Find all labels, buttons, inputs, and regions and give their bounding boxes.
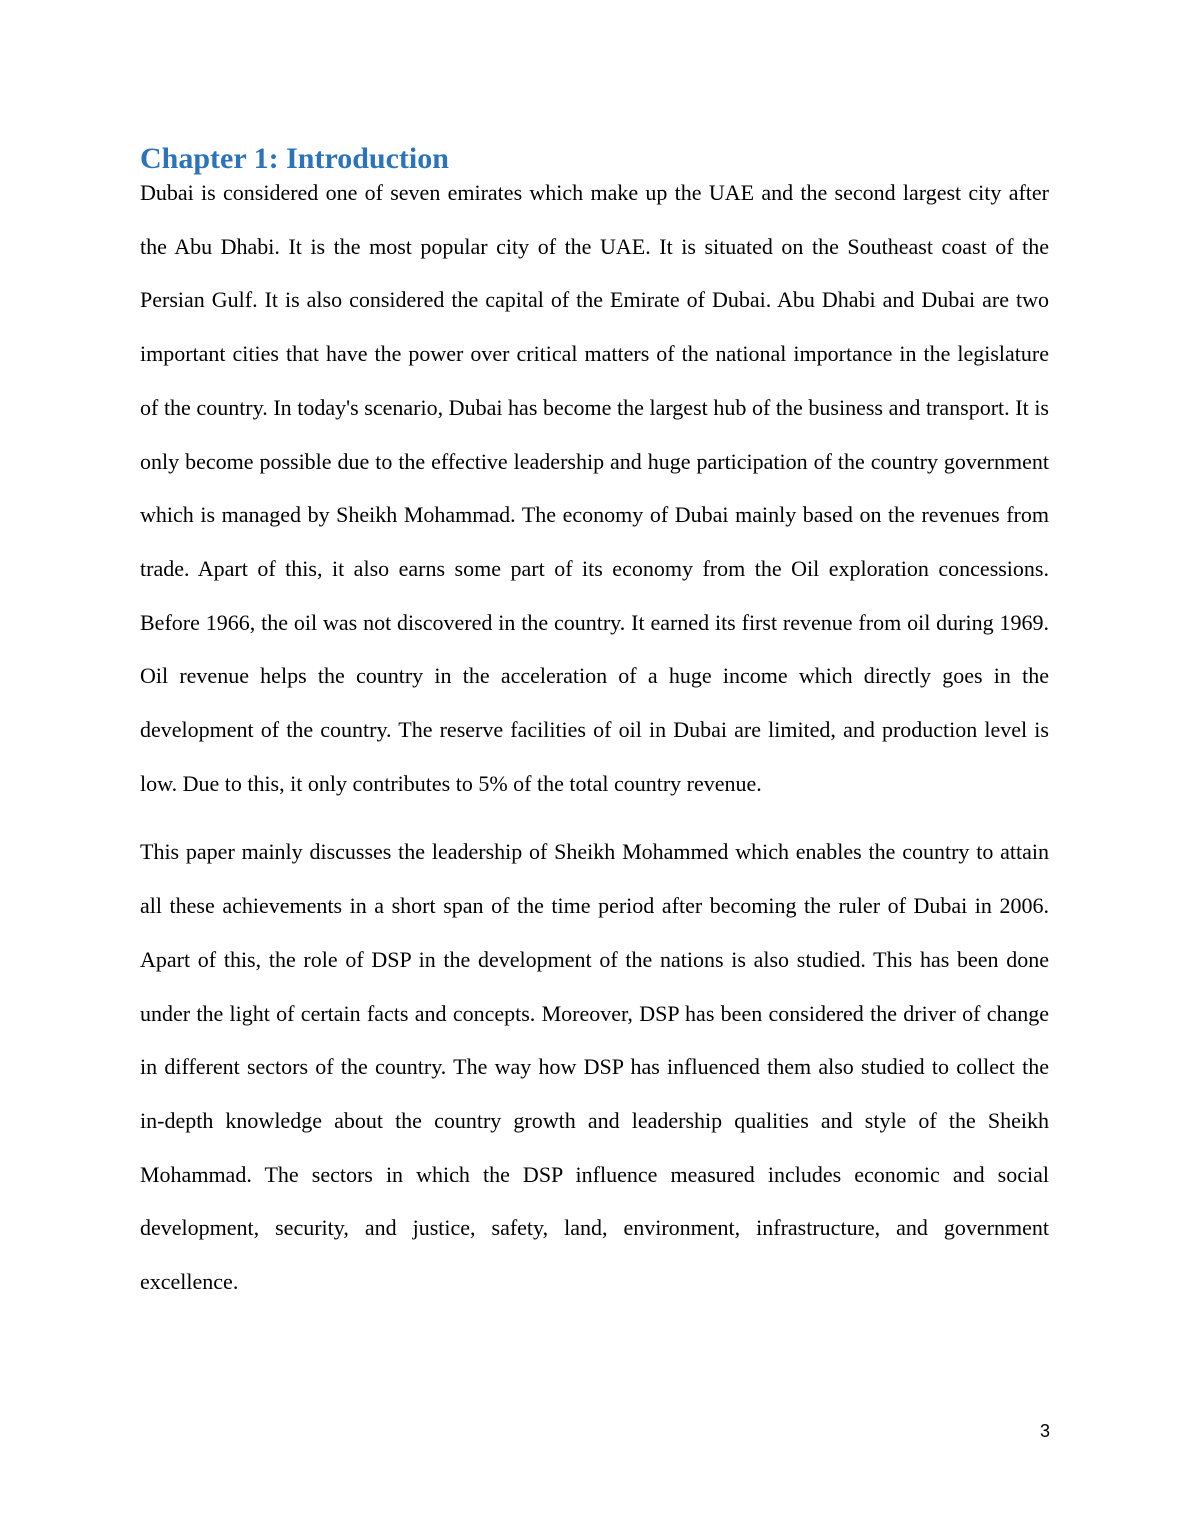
body-paragraph-2: This paper mainly discusses the leadership of Sheikh Mohammed which enables the country to attain all these achievements in a short span of the time period after becoming the ruler of Dubai in 2006. Apart of this, the role of DSP in the development of the nations is also studied. This has been done under the light of certain facts and concepts. Moreover, DSP has been considered the driver of change in different sectors of the country. The way how DSP has influenced them also studied to collect the in-depth knowledge about the country growth and leadership qualities and style of the Sheikh Mohammad. The sectors in which the DSP influence measured includes economic and social development, security, and justice, safety, land, environment, infrastructure, and government excellence.: [140, 839, 1049, 1295]
page-number: 3: [1039, 1421, 1050, 1441]
body-paragraph-1: Dubai is considered one of seven emirates which make up the UAE and the second largest city after the Abu Dhabi. It is the most popular city of the UAE. It is situated on the Southeast coast of the Persian Gulf. It is also considered the capital of the Emirate of Dubai. Abu Dhabi and Dubai are two important cities that have the power over critical matters of the national importance in the legislature of the country. In today's scenario, Dubai has become the largest hub of the business and transport. It is only become possible due to the effective leadership and huge participation of the country government which is managed by Sheikh Mohammad. The economy of Dubai mainly based on the revenues from trade. Apart of this, it also earns some part of its economy from the Oil exploration concessions. Before 1966, the oil was not discovered in the country. It earned its first revenue from oil during 1969. Oil revenue helps the country in the acceleration of a huge income which directly goes in the development of the country. The reserve facilities of oil in Dubai are limited, and production level is low. Due to this, it only contributes to 5% of the total country revenue.: [140, 180, 1049, 796]
page-content: [140, 140, 1049, 1309]
chapter-title: Chapter 1: Introduction: [140, 142, 449, 175]
